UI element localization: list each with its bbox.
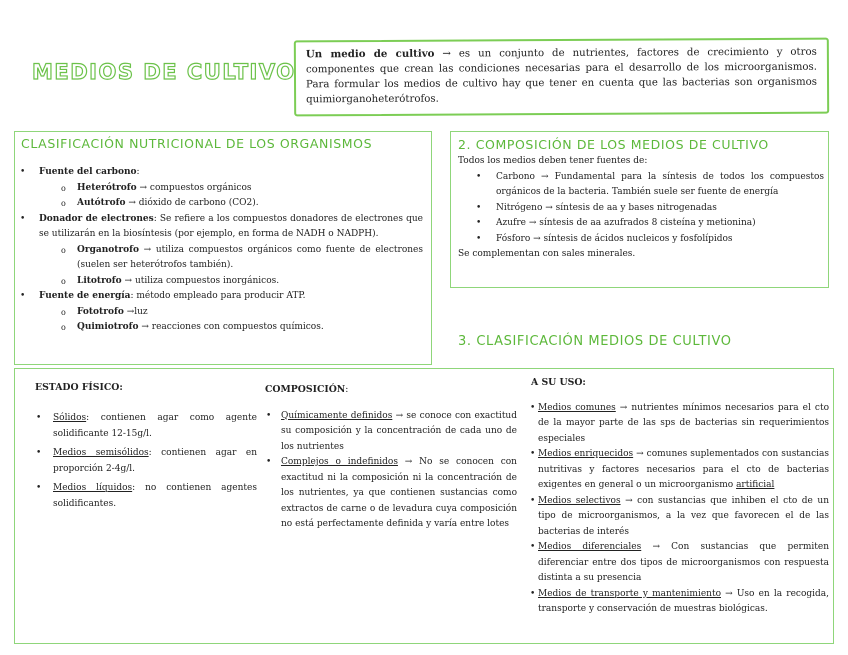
- item-term: Medios comunes: [538, 402, 616, 413]
- list-item: [35, 445, 257, 477]
- item-text: →luz: [123, 306, 148, 317]
- item-tail: artificial: [736, 480, 775, 490]
- item-text: → comunes suplementados con sustancias nutritivas y factores necesarios para el cto de bacterias exigentes en general o un microorganismo: [538, 449, 829, 490]
- list-item: [531, 540, 829, 587]
- item-text: : no contienen agentes solidificantes.: [53, 482, 257, 509]
- energy-text: : método empleado para producir ATP.: [130, 291, 306, 301]
- item-term: Químicamente definidos: [281, 410, 393, 421]
- composition-body: [458, 154, 824, 263]
- carbon-source-item: [17, 165, 423, 212]
- list-item: • Carbono → Fundamental para la síntesis de todos los compuestos orgánicos de la bacteria. También suele ser fuente de energía: [496, 170, 824, 201]
- composition-heading: [265, 382, 517, 398]
- list-item: [35, 410, 257, 442]
- list-item: • Azufre → síntesis de aa azufrados 8 cisteína y metionina): [496, 216, 824, 232]
- use-heading: A SU USO:: [531, 377, 586, 388]
- item-term: Organotrofo: [77, 244, 140, 255]
- list-item: [35, 480, 257, 512]
- intro-term: Un medio de cultivo: [305, 47, 435, 61]
- item-text: → dióxido de carbono (CO2).: [125, 198, 259, 208]
- donor-label: Donador de electrones: [39, 213, 154, 224]
- list-item: [531, 401, 829, 448]
- heading-text: COMPOSICIÓN: [265, 384, 346, 395]
- list-item: [265, 455, 517, 533]
- item-text: → utiliza compuestos orgánicos como fuente de electrones (suelen ser heterótrofos también).: [77, 244, 423, 270]
- item-term: Sólidos: [53, 412, 87, 423]
- nutritional-list: [17, 165, 423, 336]
- item-text: → nutrientes mínimos necesarios para el cto de la mayor parte de las sps de bacterias sin requerimientos especiales: [538, 402, 829, 444]
- culture-classification-box: [14, 368, 834, 644]
- list-item: [61, 196, 423, 212]
- composition-list: [458, 170, 824, 248]
- item-term: Quimiotrofo: [77, 322, 139, 332]
- item-term: Litotrofo: [77, 275, 122, 286]
- item-text: → Con sustancias que permiten diferenciar entre dos tipos de microorganismos con respuesta distinta a su presencia: [538, 542, 829, 583]
- list-item: [61, 181, 423, 197]
- item-text: : contienen agar en proporción 2-4g/l.: [53, 447, 257, 474]
- list-item: [61, 305, 423, 321]
- list-item: [61, 243, 423, 274]
- item-term: Medios semisólidos: [53, 447, 149, 458]
- intro-text: → es un conjunto de nutrientes, factores de crecimiento y otros componentes que crean las condiciones necesarias para el desarrollo de los microorganismos. Para formular los medios de cultivo hay que tener en cuenta que las bacterias son organismos quimiorganoheterótrofos.: [305, 46, 818, 106]
- energy-label: Fuente de energía: [39, 291, 131, 301]
- nutritional-classification-box: [14, 131, 432, 365]
- intro-box: [294, 38, 829, 117]
- use-column: [531, 375, 829, 618]
- item-text: → reacciones con compuestos químicos.: [138, 322, 324, 332]
- page-title: MEDIOS DE CULTIVO: [32, 60, 296, 84]
- list-item: [61, 274, 423, 290]
- list-item: [61, 320, 423, 336]
- list-item: [531, 587, 829, 618]
- item-term: Medios de transporte y mantenimiento: [538, 588, 721, 599]
- heading-colon: :: [345, 384, 349, 395]
- list-item: [265, 409, 517, 456]
- item-term: Medios selectivos: [538, 495, 621, 506]
- item-term: Autótrofo: [77, 198, 126, 208]
- electron-donor-item: [17, 212, 423, 290]
- item-term: Medios líquidos: [53, 482, 133, 493]
- section1-title: CLASIFICACIÓN NUTRICIONAL DE LOS ORGANISMOS: [21, 136, 373, 151]
- physical-heading: ESTADO FÍSICO:: [35, 382, 123, 393]
- energy-source-item: [17, 289, 423, 336]
- list-item: [531, 447, 829, 494]
- item-text: → se conoce con exactitud su composición y la concentración de cada uno de los nutrientes: [281, 410, 517, 452]
- section2-title: 2. COMPOSICIÓN DE LOS MEDIOS DE CULTIVO: [458, 137, 769, 152]
- list-item: • Fósforo → síntesis de ácidos nucleicos y fosfolípidos: [496, 232, 824, 248]
- item-term: Complejos o indefinidos: [281, 457, 398, 467]
- section3-title: 3. CLASIFICACIÓN MEDIOS DE CULTIVO: [458, 334, 732, 349]
- composition-column: [265, 382, 517, 533]
- list-item: • Nitrógeno → síntesis de aa y bases nitrogenadas: [496, 201, 824, 217]
- item-text: → compuestos orgánicos: [136, 182, 252, 193]
- composition-box: [450, 131, 829, 288]
- item-text: : contienen agar como agente solidificante 12-15g/l.: [53, 412, 257, 439]
- composition-outro: Se complementan con sales minerales.: [458, 249, 636, 259]
- donor-text: : Se refiere a los compuestos donadores de electrones que se utilizarán en la biosíntesis (por ejemplo, en forma de NADH o NADPH).: [39, 213, 423, 239]
- item-text: → Uso en la recogida, transporte y conservación de muestras biológicas.: [538, 588, 829, 614]
- list-item: [531, 494, 829, 541]
- item-term: Medios enriquecidos: [538, 449, 634, 459]
- item-text: → utiliza compuestos inorgánicos.: [121, 275, 280, 286]
- carbon-colon: :: [136, 167, 140, 177]
- item-term: Fototrofo: [77, 306, 124, 317]
- physical-state-column: [35, 380, 257, 512]
- item-text: → con sustancias que inhiben el cto de un tipo de microorganismos, a la vez que favorecen el de las bacterias de interés: [538, 495, 829, 537]
- carbon-label: Fuente del carbono: [39, 167, 137, 177]
- item-term: Medios diferenciales: [538, 542, 642, 552]
- item-text: → No se conocen con exactitud ni la composición ni la concentración de los nutrientes, ya que contienen sustancias como extractos de carne o de levadura cuya composición no está perfectamente definida y varía entre lotes: [281, 457, 517, 529]
- composition-intro: Todos los medios deben tener fuentes de:: [458, 156, 648, 166]
- item-term: Heterótrofo: [77, 182, 137, 193]
